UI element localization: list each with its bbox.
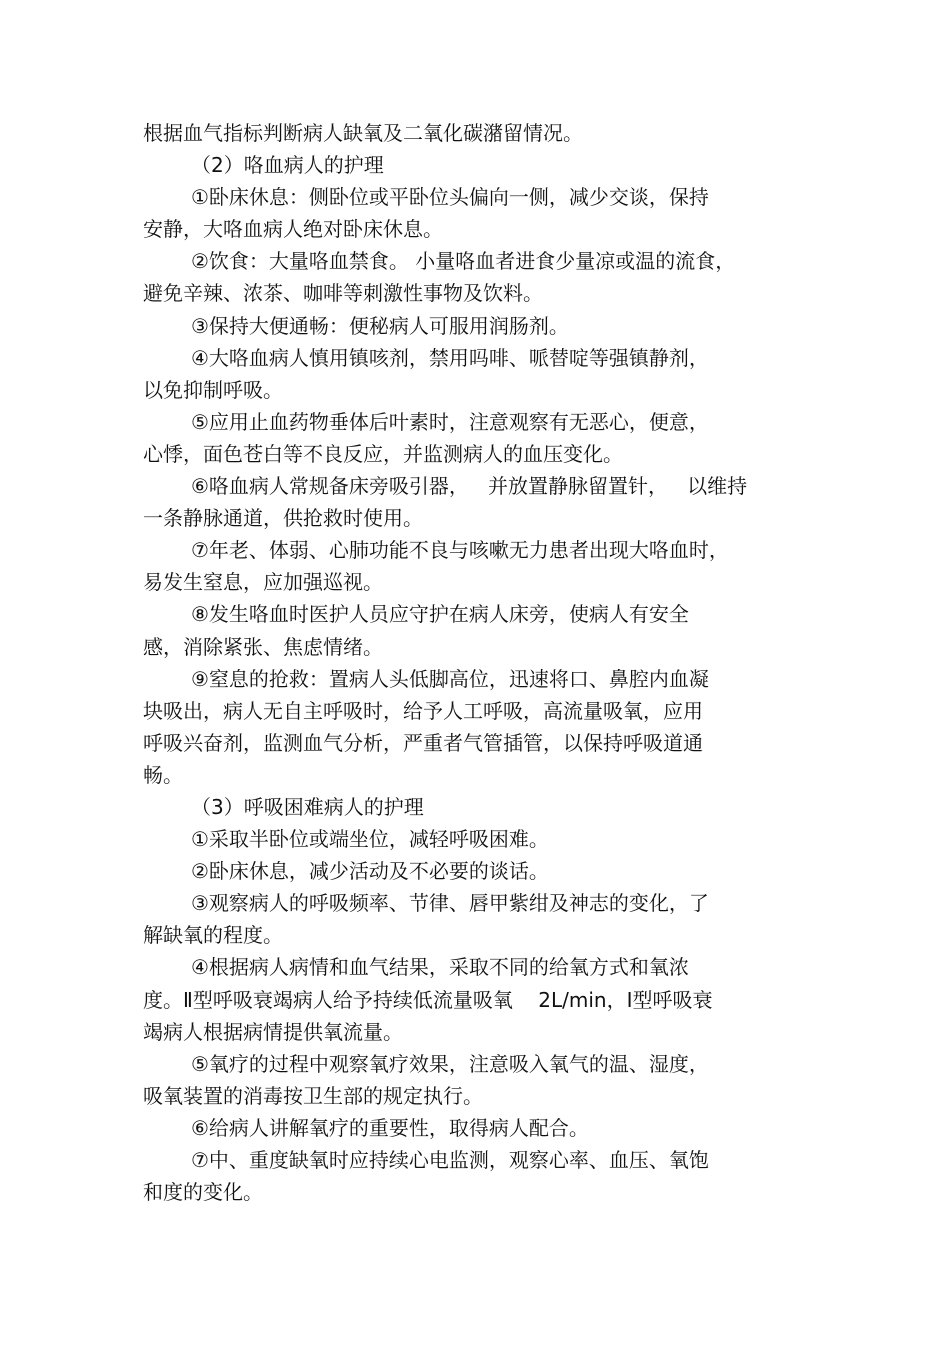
text-line: ③观察病人的呼吸频率、节律、唇甲紫绀及神志的变化，了 [191, 891, 709, 916]
text-line: 解缺氧的程度。 [143, 923, 283, 948]
text-line: ⑥咯血病人常规备床旁吸引器， 并放置静脉留置针， 以维持 [191, 474, 748, 499]
text-line: ①采取半卧位或端坐位，减轻呼吸困难。 [191, 827, 549, 852]
text-line: 竭病人根据病情提供氧流量。 [143, 1019, 403, 1044]
text-line: （2）咯血病人的护理 [191, 153, 384, 178]
text-line: ②卧床休息，减少活动及不必要的谈话。 [191, 859, 549, 884]
text-line: 安静，大咯血病人绝对卧床休息。 [143, 217, 443, 242]
text-line: 呼吸兴奋剂，监测血气分析，严重者气管插管，以保持呼吸道通 [143, 730, 703, 755]
document-body [143, 117, 813, 1208]
text-line: ⑦中、重度缺氧时应持续心电监测，观察心率、血压、氧饱 [191, 1148, 709, 1172]
text-line: ③保持大便通畅：便秘病人可服用润肠剂。 [191, 313, 569, 338]
text-line: ①卧床休息：侧卧位或平卧位头偏向一侧，减少交谈，保持 [191, 185, 709, 210]
text-line: 避免辛辣、浓茶、咖啡等刺激性事物及饮料。 [143, 281, 543, 306]
text-line: ⑦年老、体弱、心肺功能不良与咳嗽无力患者出现大咯血时， [191, 538, 729, 563]
text-line: ⑥给病人讲解氧疗的重要性，取得病人配合。 [191, 1115, 589, 1140]
text-line: 块吸出，病人无自主呼吸时，给予人工呼吸，高流量吸氧，应用 [143, 698, 703, 723]
text-line: ②饮食：大量咯血禁食。 小量咯血者进食少量凉或温的流食， [191, 249, 736, 274]
text-line: 易发生窒息，应加强巡视。 [143, 570, 383, 595]
text-line: ⑧发生咯血时医护人员应守护在病人床旁，使病人有安全 [191, 602, 689, 627]
text-line: ⑤氧疗的过程中观察氧疗效果，注意吸入氧气的温、湿度， [191, 1051, 709, 1076]
text-line: ④大咯血病人慎用镇咳剂，禁用吗啡、哌替啶等强镇静剂， [191, 345, 709, 370]
text-line: 感，消除紧张、焦虑情绪。 [143, 634, 383, 659]
text-line: 心悸，面色苍白等不良反应，并监测病人的血压变化。 [143, 441, 623, 466]
text-line: ④根据病人病情和血气结果，采取不同的给氧方式和氧浓 [191, 955, 689, 980]
text-line: 根据血气指标判断病人缺氧及二氧化碳潴留情况。 [143, 121, 583, 145]
text-line: 一条静脉通道，供抢救时使用。 [143, 506, 423, 531]
text-line: 和度的变化。 [143, 1180, 263, 1205]
text-line: 畅。 [143, 762, 183, 787]
text-line: ⑨窒息的抢救：置病人头低脚高位，迅速将口、鼻腔内血凝 [191, 666, 709, 691]
text-line: 以免抑制呼吸。 [143, 377, 283, 402]
text-line: 吸氧装置的消毒按卫生部的规定执行。 [143, 1083, 483, 1108]
text-line: 度。Ⅱ型呼吸衰竭病人给予持续低流量吸氧 2L/min，Ⅰ型呼吸衰 [143, 987, 713, 1012]
text-line: （3）呼吸困难病人的护理 [191, 794, 424, 819]
text-line: ⑤应用止血药物垂体后叶素时，注意观察有无恶心，便意， [191, 409, 709, 434]
